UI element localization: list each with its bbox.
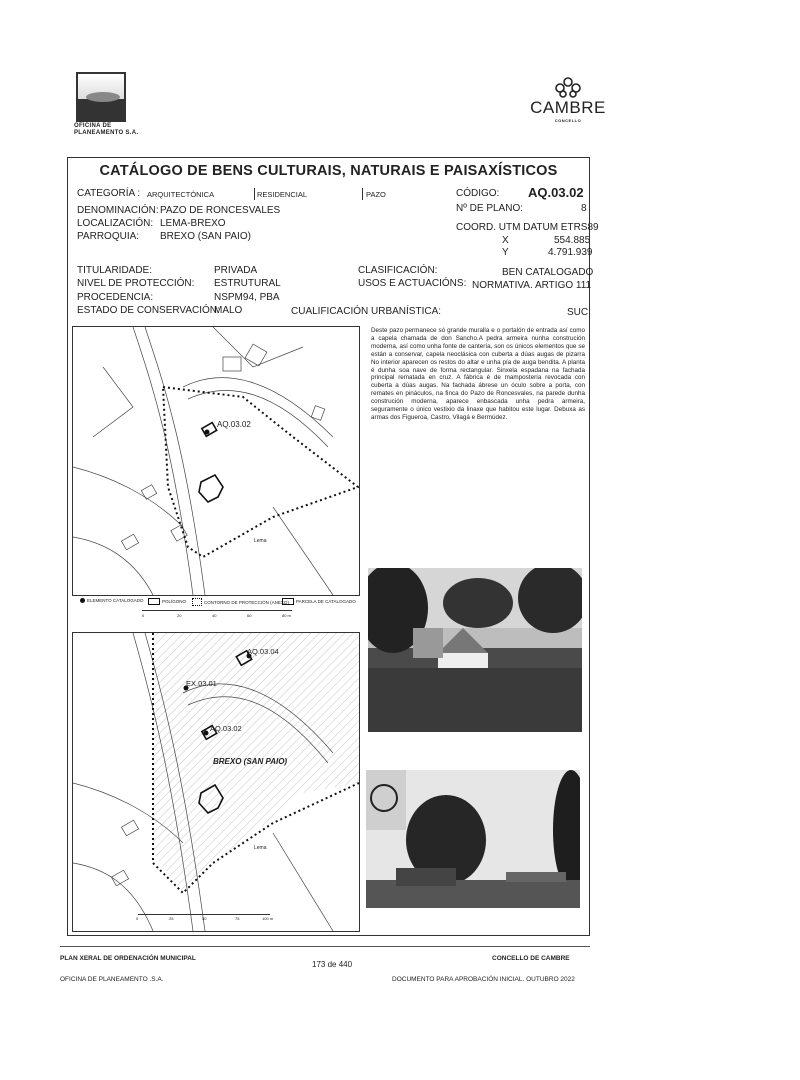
scale-tick: 50 — [202, 916, 207, 921]
category-value-1: ARQUITECTÓNICA — [147, 190, 215, 199]
legend-label: POLÍGONO — [162, 599, 187, 604]
coord-x-value: 554.885 — [554, 235, 591, 246]
scale-tick: 100 m — [262, 916, 274, 921]
map-drawing — [73, 327, 359, 595]
separator — [362, 188, 363, 200]
map1-code-label: AQ.03.02 — [217, 420, 251, 429]
ownership-value: PRIVADA — [214, 265, 258, 276]
pazo-photo — [368, 568, 582, 732]
origin-value: NSPM94, PBA — [214, 292, 280, 303]
scale-tick: 20 — [177, 613, 182, 618]
map1-place-label: Lema — [254, 538, 267, 544]
legend-item — [80, 598, 144, 603]
oficina-logo-text — [74, 123, 138, 137]
urban-label: CUALIFICACIÓN URBANÍSTICA: — [291, 306, 442, 317]
protection-contour-icon — [192, 598, 202, 606]
cambre-logo — [530, 76, 606, 123]
parcel-icon — [282, 598, 294, 605]
scale-tick: 40 — [212, 613, 217, 618]
denomination-value: PAZO DE RONCESVALES — [160, 205, 281, 216]
footer-document: DOCUMENTO PARA APROBACIÓN INICIAL. OUTUBRO 2022 — [392, 976, 575, 983]
description-text: Deste pazo permanece só grande muralla e o portalón de entrada así como a capela chamada de don Sancho.A pedra armeira nunha construción moderna, así como unha fonte de cantería, son os únicos elementos que se están a conservar, capela neoclásica con cuberta a dúas augas de pizarra No interior aparecen os restos do altar e unha pía de auga bendita. A planta é dunha soa nave de forma rectangular. Sinxela espadana na fachada principal rematada en cruz. A fábrica é de mampostería revocada con cuberta a dúas augas. Na fachada ábrese un óculo sobre a porta, con remates en pináculos, na finca do Pazo de Roncesvales, na parede dunha construción moderna, aparece enbascada unha pedra armeira, seguramente o único vestixio da linaxe que habitou este lugar. Debuxa as armas dos Figueroa, Castro, Vilagá e Bermúdez. — [371, 327, 585, 421]
coords-label: COORD. UTM DATUM ETRS89 — [456, 222, 599, 233]
scale-tick: 0 — [136, 916, 139, 921]
plan-number-value: 8 — [581, 203, 587, 214]
cambre-name: CAMBRE — [530, 98, 606, 117]
category-label: CATEGORÍA : — [77, 188, 141, 199]
location-value: LEMA-BREXO — [160, 218, 226, 229]
legend-item — [192, 598, 289, 606]
coat-of-arms-photo — [366, 770, 580, 908]
map2-code2-label: EX.03.01 — [186, 679, 217, 688]
map-drawing — [73, 633, 359, 931]
conservation-value: MALO — [214, 305, 243, 316]
parish-label: PARROQUIA: — [77, 231, 140, 242]
photo-image — [368, 568, 582, 732]
map2-place-label: Lema — [254, 845, 267, 851]
coord-y-label: Y — [502, 247, 509, 258]
oficina-logo — [76, 72, 126, 122]
footer-divider — [60, 946, 590, 947]
origin-label: PROCEDENCIA: — [77, 292, 154, 303]
conservation-label: ESTADO DE CONSERVACIÓN: — [77, 305, 220, 316]
scale-tick: 75 — [235, 916, 240, 921]
logo-text-line2: PLANEAMENTO S.A. — [74, 130, 139, 136]
code-label: CÓDIGO: — [456, 188, 500, 199]
protection-value: ESTRUTURAL — [214, 278, 281, 289]
urban-value: SUC — [567, 307, 589, 318]
legend-label: CONTORNO DE PROTECCIÓN (ANEXO) — [204, 599, 289, 605]
uses-value: NORMATIVA. ARTIGO 111 — [472, 280, 592, 291]
protection-label: NIVEL DE PROTECCIÓN: — [77, 278, 195, 289]
classification-label: CLASIFICACIÓN: — [358, 265, 438, 276]
logo-text-line1: OFICINA DE — [74, 123, 112, 129]
plan-number-label: Nº DE PLANO: — [456, 203, 524, 214]
scale-tick: 0 — [142, 613, 145, 618]
ownership-label: TITULARIDADE: — [77, 265, 153, 276]
category-value-3: PAZO — [366, 190, 386, 199]
cambre-emblem-icon — [548, 76, 588, 98]
location-label: LOCALIZACIÓN: — [77, 218, 154, 229]
category-value-2: RESIDENCIAL — [257, 190, 308, 199]
footer-office: OFICINA DE PLANEAMENTO .S.A. — [60, 976, 164, 983]
legend-item — [282, 598, 356, 605]
legend-label: ELEMENTO CATALOGADO — [87, 598, 144, 603]
coord-x-label: X — [502, 235, 509, 246]
polygon-icon — [148, 598, 160, 605]
footer-plan-title: PLAN XERAL DE ORDENACIÓN MUNICIPAL — [60, 955, 196, 962]
uses-label: USOS E ACTUACIÓNS: — [358, 278, 467, 289]
catalogued-element-icon — [80, 598, 85, 603]
map2-area-label: BREXO (SAN PAIO) — [213, 757, 288, 766]
classification-value: BEN CATALOGADO — [502, 267, 594, 278]
coord-y-value: 4.791.939 — [548, 247, 593, 258]
page-number: 173 de 440 — [312, 960, 353, 969]
scale-tick: 60 — [247, 613, 252, 618]
legend-item — [148, 598, 186, 605]
zoning-map — [72, 632, 360, 932]
location-map — [72, 326, 360, 596]
photo-image — [366, 770, 580, 908]
map2-code1-label: AQ.03.04 — [247, 647, 279, 656]
code-value: AQ.03.02 — [528, 185, 584, 200]
footer-council: CONCELLO DE CAMBRE — [492, 955, 570, 962]
scale-tick: 25 — [169, 916, 174, 921]
page-title: CATÁLOGO DE BENS CULTURAIS, NATURAIS E PAISAXÍSTICOS — [99, 163, 558, 179]
scale-bar — [142, 610, 292, 613]
cambre-sub: CONCELLO — [554, 118, 582, 123]
map2-code3-label: AQ.03.02 — [210, 724, 242, 733]
separator — [254, 188, 255, 200]
scale-tick: 80 m — [282, 613, 291, 618]
legend-label: PARCELA DE CATALOGADO — [296, 599, 356, 604]
map-legend — [72, 598, 358, 622]
parish-value: BREXO (SAN PAIO) — [160, 231, 251, 242]
denomination-label: DENOMINACIÓN: — [77, 205, 159, 216]
